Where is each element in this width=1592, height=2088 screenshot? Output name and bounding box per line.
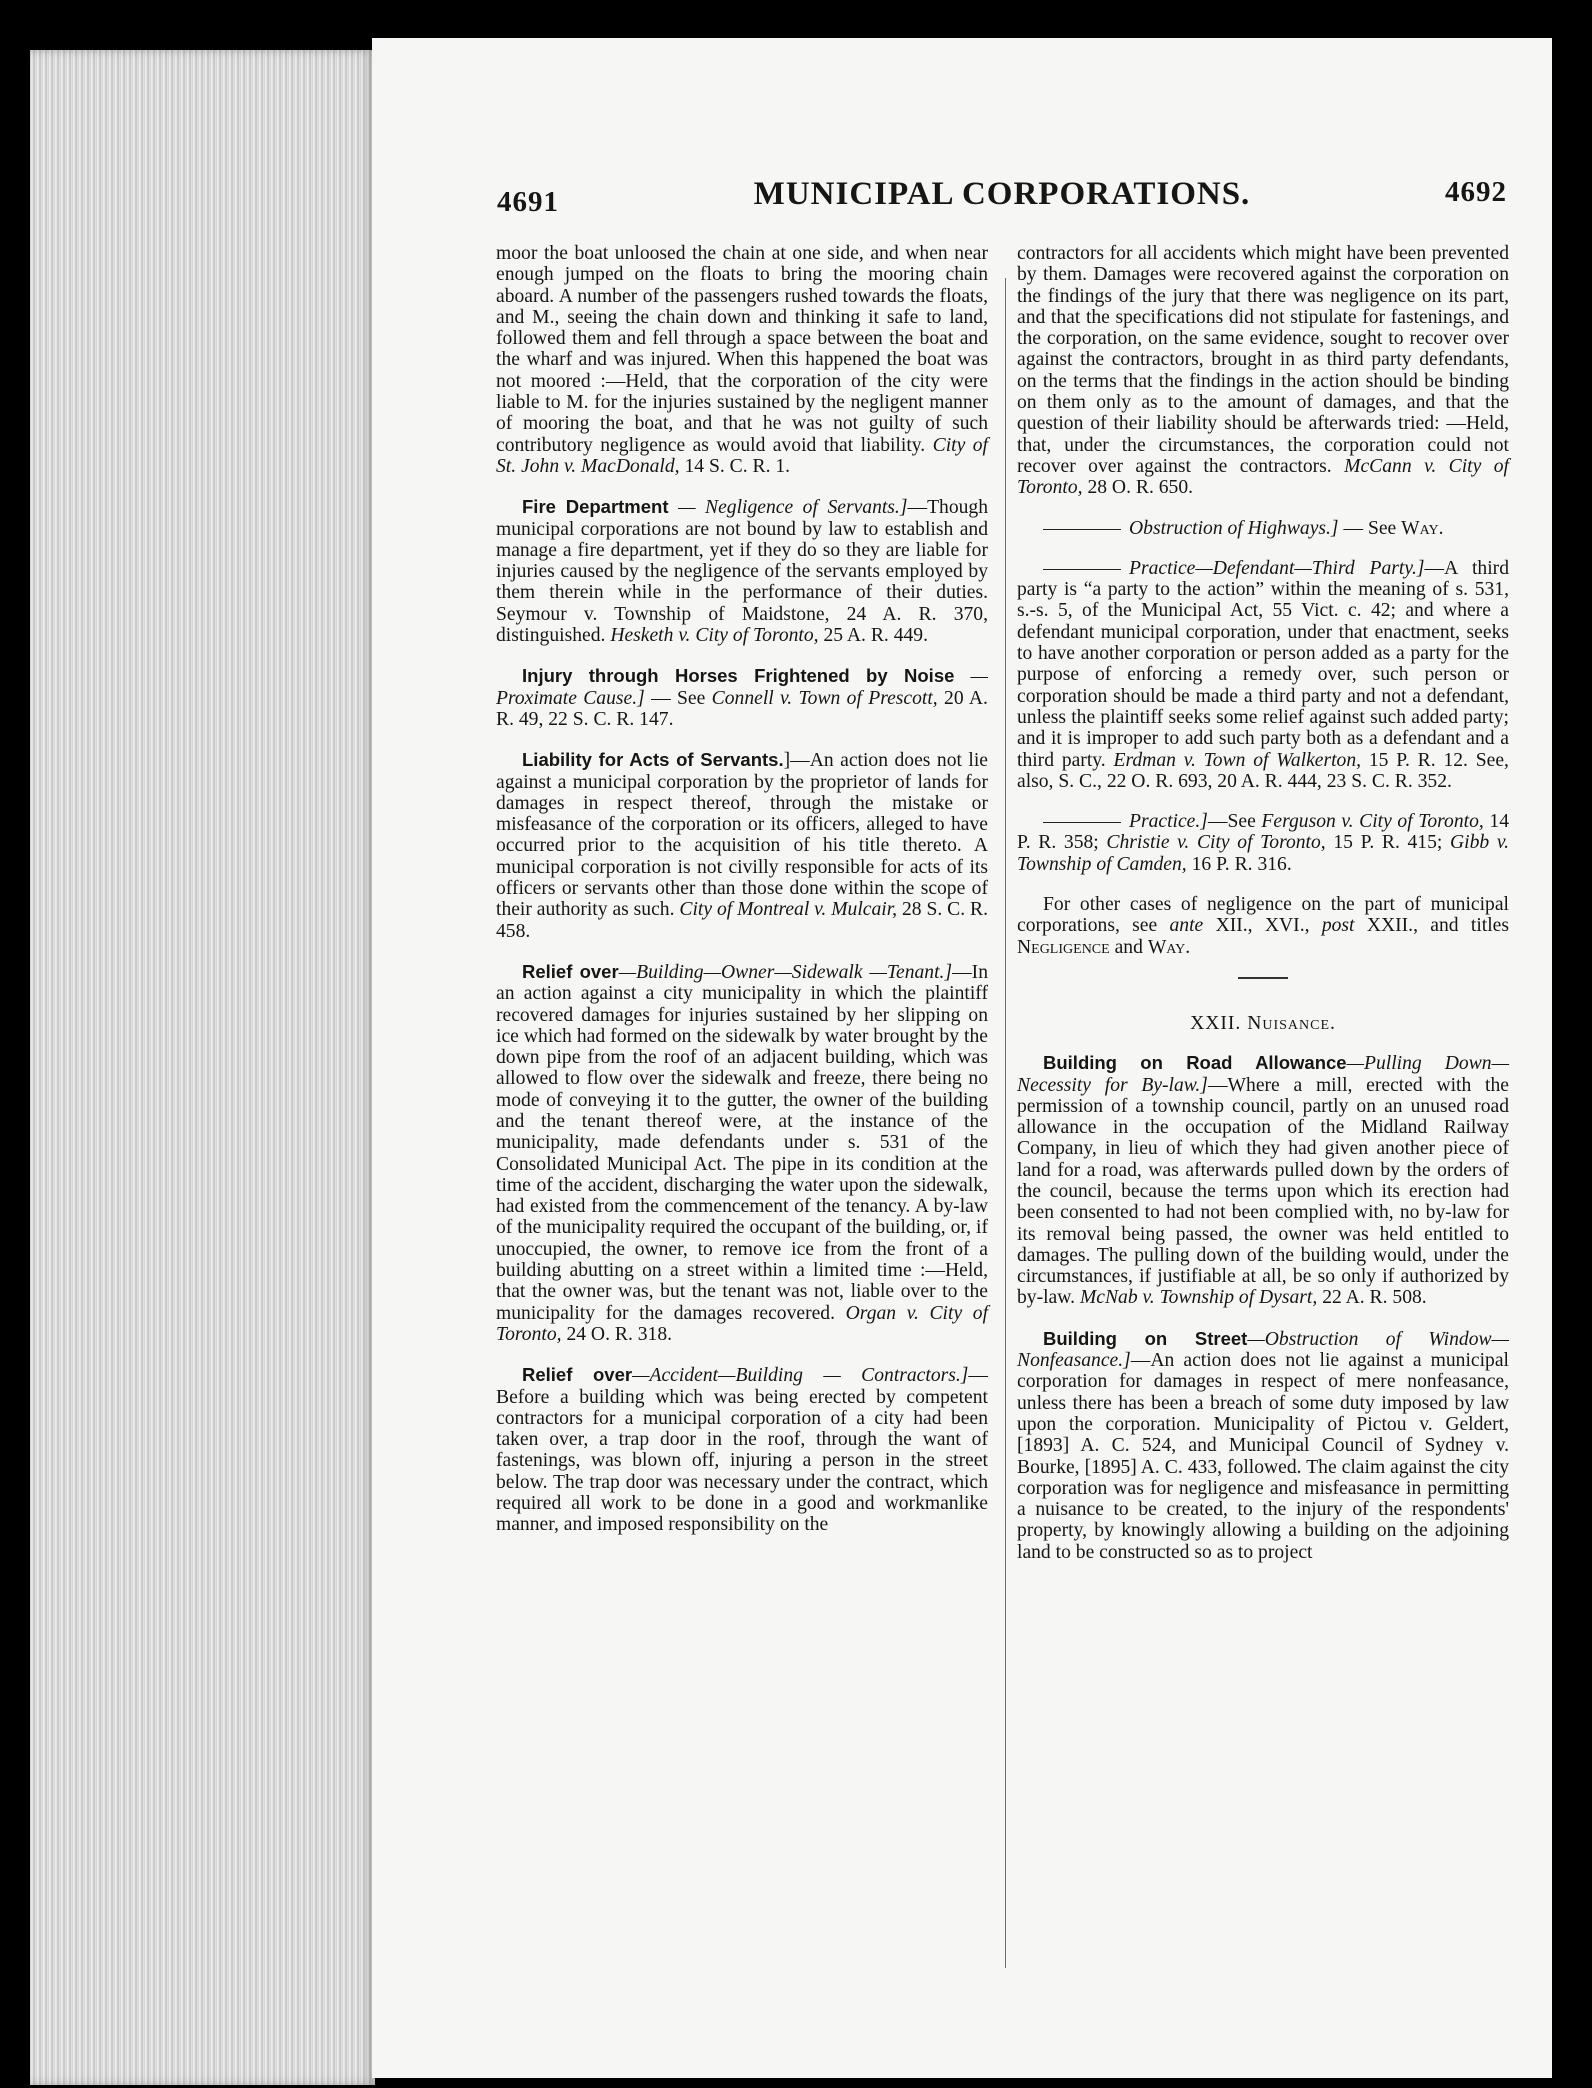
paragraph-text: and [1114, 936, 1143, 958]
case-citation: McNab v. Township of Dysart, [1079, 1287, 1318, 1309]
entry-subheading: —Accident—Building — Contractors.] [632, 1365, 969, 1387]
case-citation: Ferguson v. City of Toronto, [1261, 811, 1484, 833]
entry-heading: Building on Street [1043, 1327, 1248, 1349]
page-number-left: 4691 [497, 186, 559, 218]
citation-reference: 16 P. R. 316. [1191, 853, 1292, 875]
paragraph-contractors [1017, 243, 1509, 499]
cross-reference-word: ante [1169, 915, 1204, 937]
citation-reference: 14 S. C. R. 1. [684, 455, 791, 477]
entry-obstruction-highways [1017, 518, 1509, 539]
paragraph-text: moor the boat unloosed the chain at one side, and when near enough jumped on the floats to bring the mooring chain aboard. A number of the passengers rushed towards the floats, and M., seeing the chain down and thinking it safe to land, followed them and fell through a space between the boat and the wharf and was injured. When this happened the boat was not moored :—Held, that the corporation of the city were liable to M. for the injuries sustained by the negligent manner of mooring the boat, and that he was not guilty of such contributory negligence as would avoid that liability. [496, 243, 988, 456]
entry-building-road-allowance [1017, 1052, 1509, 1309]
entry-practice-third-party [1017, 558, 1509, 792]
book-page-edges [30, 50, 375, 2085]
paragraph-text: For other cases of negligence on the part of municipal corporations, see [1017, 894, 1509, 937]
citation-reference: 20 A. R. 49, 22 S. C. R. 147. [496, 687, 988, 730]
entry-heading: Liability for Acts of Servants. [522, 749, 784, 771]
entry-heading: Building on Road Allowance [1043, 1052, 1347, 1074]
paragraph-text: contractors for all accidents which might have been prevented by them. Damages were recovered against the corporation on the findings of the jury that there was negligence on its part, and that the specifications did not stipulate for fastenings, and the corporation, on the same evidence, sought to recover over against the contractors, brought in as third party defendants, on the terms that the findings in the action should be binding on them only as to the amount of damages, and that the question of their liability should be afterwards tried: —Held, that, under the circumstances, the corporation could not recover over against the contractors. [1017, 243, 1509, 477]
entry-subheading: —Obstruction of Window—Nonfeasance.] [1017, 1328, 1509, 1372]
entry-subheading: —Pulling Down—Necessity for By-law.] [1017, 1053, 1509, 1096]
entry-body: —See [1207, 811, 1256, 833]
book-page [372, 38, 1552, 2078]
case-citation: Connell v. Town of Prescott, [711, 687, 938, 709]
left-column [496, 243, 988, 1555]
case-citation: McCann v. City of Toronto, [1017, 455, 1509, 499]
entry-heading: Relief over [522, 960, 619, 982]
cross-reference: Negligence [1017, 936, 1110, 958]
entry-subheading: Practice.] [1129, 811, 1208, 833]
entry-subheading: Practice—Defendant—Third Party.] [1129, 557, 1425, 579]
entry-subheading: — Proximate Cause.] [496, 666, 988, 709]
entry-subheading: —Building—Owner—Sidewalk —Tenant.] [618, 961, 953, 983]
paragraph-text: XXII., and titles [1366, 915, 1509, 937]
entry-fire-department [496, 496, 988, 646]
section-rule [1238, 977, 1288, 979]
citation-reference: 24 O. R. 318. [566, 1323, 673, 1345]
citation-reference: 28 S. C. R. 458. [496, 899, 989, 942]
case-citation: City of Montreal v. Mulcair, [679, 899, 898, 921]
citation-reference: 15 P. R. 415; [1333, 832, 1443, 854]
entry-body: ]—An action does not lie against a municipal corporation by the proprietor of lands for damages in respect thereof, through the mistake or misfeasance of the corporation or its officers, alleged to have occurred prior to the acquisition of his title thereto. A municipal corporation is not civilly responsible for acts of its officers or servants other than those done within the scope of their authority as such. [496, 750, 988, 921]
entry-body: —An action does not lie against a municipal corporation for damages in respect of mere nonfeasance, unless there has been a breach of some duty imposed by law upon the corporation. Municipality of Pictou v. Geldert, [1893] A. C. 524, and Municipal Council of Sydney v. Bourke, [1895] A. C. 433, followed. The claim against the city corporation was for negligence and misfeasance in permitting a nuisance to be created, to the injury of the respondents' property, by knowingly allowing a building on the adjoining land to be constructed so as to project [1017, 1350, 1509, 1563]
citation-reference: 15 P. R. 12. See, also, S. C., 22 O. R. 693, 20 A. R. 444, 23 S. C. R. 352. [1017, 749, 1509, 792]
cross-reference: Way. [1401, 517, 1444, 539]
right-column [1017, 243, 1509, 1582]
entry-body: —Before a building which was being erected by competent contractors for a municipal corporation of a city had been taken over, a trap door in the roof, through the want of fastenings, was blown off, injuring a person in the street below. The trap door was necessary under the contract, which required all work to be done in a good and workmanlike manner, and imposed responsibility on the [496, 1365, 988, 1536]
citation-reference: 14 P. R. 358; [1017, 811, 1509, 854]
running-title: MUNICIPAL CORPORATIONS. [753, 176, 1251, 212]
entry-body: — See [1343, 517, 1397, 539]
entry-heading: Fire Department [522, 496, 669, 518]
entry-body: —A third party is “a party to the action” within the meaning of s. 531, s.-s. 5, of the Municipal Act, 55 Vict. c. 42; and where a defendant municipal corporation, under that enactment, seeks to have another corporation or person added as a party for the purpose of enforcing a remedy over, such person or corporation should be made a third party and not a defendant, unless the plaintiff seeks some relief against such added party; and it is improper to add such party both as a defendant and a third party. [1017, 557, 1509, 771]
cross-reference-word: post [1321, 915, 1355, 937]
entry-body: —Where a mill, erected with the permission of a township council, partly on an unused road allowance in the occupation of the Midland Railway Company, in lieu of which they had given another piece of land for a road, was afterwards pulled down by the orders of the council, because the terms upon which its erection had been consented to had not been complied with, no by-law for its removal being passed, the owner was held entitled to damages. The pulling down of the building would, under the circumstances, if justifiable at all, be so only if authorized by by-law. [1017, 1074, 1509, 1309]
entry-injury-horses [496, 665, 988, 730]
paragraph-text: XII., XVI., [1215, 915, 1310, 937]
entry-body: —In an action against a city municipality in which the plaintiff recovered damages for injuries sustained by her slipping on ice which had formed on the sidewalk by water brought by the down pipe from the roof of an adjacent building, which was allowed to flow over the sidewalk and freeze, there being no mode of conveying it to the gutter, the owner of the building and the tenant thereof were, at the instance of the municipality, made defendants under s. 531 of the Consolidated Municipal Act. The pipe in its condition at the time of the accident, discharging the water upon the sidewalk, had existed from the commencement of the tenancy. A by-law of the municipality required the occupant of the building, or, if unoccupied, the owner, to remove ice from the front of a building abutting on a street within a limited time :—Held, that the owner was, but the tenant was not, liable over to the municipality for the damages recovered. [496, 961, 988, 1324]
citation-reference: 22 A. R. 508. [1322, 1287, 1427, 1309]
ditto-dash [1043, 529, 1121, 530]
citation-reference: 28 O. R. 650. [1087, 477, 1194, 499]
entry-subheading: Obstruction of Highways.] [1129, 517, 1339, 539]
column-divider [1005, 278, 1006, 1968]
case-citation: Erdman v. Town of Walkerton, [1113, 749, 1362, 771]
paragraph-other-cases [1017, 894, 1509, 958]
case-citation: Hesketh v. City of Toronto, [610, 625, 819, 647]
case-citation: Organ v. City of Toronto, [496, 1302, 989, 1345]
entry-body: —Though municipal corporations are not bound by law to establish and manage a fire department, yet if they do so they are liable for injuries caused by the negligence of the servants employed by them therein while in the performance of their duties. Seymour v. Township of Maidstone, 24 A. R. 370, distinguished. [496, 497, 989, 647]
citation-reference: 25 A. R. 449. [823, 625, 928, 647]
entry-relief-over-building [496, 961, 988, 1345]
paragraph-mooring [496, 243, 988, 477]
entry-subheading: — Negligence of Servants.] [678, 497, 908, 519]
entry-relief-over-accident [496, 1364, 988, 1535]
case-citation: Gibb v. Township of Camden, [1017, 832, 1509, 875]
page-header [497, 176, 1507, 236]
entry-practice [1017, 811, 1509, 875]
ditto-dash [1043, 569, 1121, 570]
page-number-right: 4692 [1445, 176, 1507, 208]
case-citation: Christie v. City of Toronto, [1106, 832, 1326, 854]
section-title: XXII. Nuisance. [1190, 1012, 1336, 1034]
entry-liability-servants [496, 749, 988, 942]
cross-reference: Way. [1147, 936, 1191, 958]
case-citation: City of St. John v. MacDonald, [496, 434, 988, 477]
ditto-dash [1043, 822, 1121, 823]
entry-body: — See [651, 687, 706, 709]
entry-heading: Injury through Horses Frightened by Noise [522, 665, 955, 687]
entry-heading: Relief over [522, 1364, 633, 1386]
entry-building-on-street [1017, 1328, 1509, 1563]
